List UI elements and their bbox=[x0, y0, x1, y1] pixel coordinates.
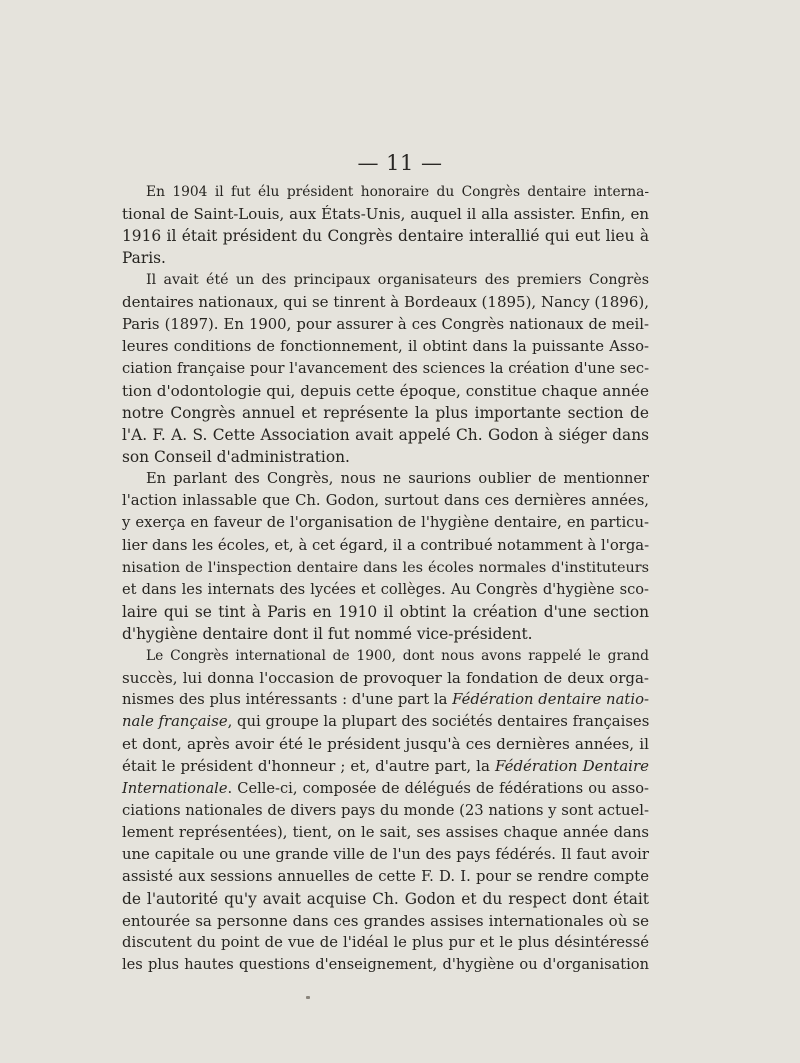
text-line: dentaires nationaux, qui se tinrent à Bordeaux (1895), Nancy (1896), bbox=[122, 293, 649, 312]
text-line: Paris (1897). En 1900, pour assurer à ces Congrès nationaux de meil- bbox=[122, 315, 649, 333]
text-line bbox=[122, 689, 649, 711]
text-line: succès, lui donna l'occasion de provoquer la fondation de deux orga- bbox=[122, 669, 649, 688]
paper-speck bbox=[306, 996, 310, 999]
text-line: leures conditions de fonctionnement, il obtint dans la puissante Asso- bbox=[122, 337, 649, 355]
text-line bbox=[122, 755, 649, 777]
text-line bbox=[122, 778, 649, 800]
text-line: 1916 il était président du Congrès dentaire interallié qui eut lieu à bbox=[122, 227, 649, 246]
text-line: tional de Saint-Louis, aux États-Unis, auquel il alla assister. Enfin, en bbox=[122, 205, 649, 224]
text-line: de l'autorité qu'y avait acquise Ch. Godon et du respect dont était bbox=[122, 890, 649, 908]
text-line: laire qui se tint à Paris en 1910 il obtint la création d'une section bbox=[122, 602, 649, 621]
text-line: les plus hautes questions d'enseignement, d'hygiène ou d'organisation bbox=[122, 956, 649, 974]
paragraph-4 bbox=[122, 645, 649, 976]
text-segment: . Celle-ci, composée de délégués de fédérations ou asso- bbox=[227, 779, 649, 797]
text-line: En 1904 il fut élu président honoraire du Congrès dentaire interna- bbox=[146, 184, 649, 200]
italic-title: nale française bbox=[122, 713, 228, 731]
text-line: l'action inlassable que Ch. Godon, surtout dans ces dernières années, bbox=[122, 492, 649, 510]
text-line bbox=[122, 711, 649, 733]
text-line: tion d'odontologie qui, depuis cette époque, constitue chaque année bbox=[122, 381, 649, 400]
text-line: son Conseil d'administration. bbox=[122, 448, 350, 467]
text-line: ciations nationales de divers pays du monde (23 nations y sont actuel- bbox=[122, 801, 649, 819]
italic-title: Fédération Dentaire bbox=[494, 757, 649, 776]
text-line: Le Congrès international de 1900, dont nous avons rappelé le grand bbox=[146, 647, 649, 664]
text-line: et dont, après avoir été le président jusqu'à ces dernières années, il bbox=[122, 735, 649, 754]
body-text bbox=[122, 181, 649, 976]
paragraph-1 bbox=[122, 181, 649, 269]
text-line: En parlant des Congrès, nous ne saurions oublier de mentionner bbox=[146, 470, 649, 488]
text-line: Il avait été un des principaux organisateurs des premiers Congrès bbox=[146, 272, 649, 289]
text-line: entourée sa personne dans ces grandes assises internationales où se bbox=[122, 912, 649, 931]
text-line: ciation française pour l'avancement des sciences la création d'une sec- bbox=[122, 359, 649, 377]
text-line: une capitale ou une grande ville de l'un des pays fédérés. Il faut avoir bbox=[122, 845, 649, 863]
text-segment: était le président d'honneur ; et, d'autre part, la bbox=[122, 757, 495, 776]
text-line: lement représentées), tient, on le sait, ses assises chaque année dans bbox=[122, 823, 649, 841]
italic-title: Internationale bbox=[122, 779, 228, 797]
text-line: lier dans les écoles, et, à cet égard, il a contribué notamment à l'orga- bbox=[122, 536, 650, 554]
page-number: — 11 — bbox=[357, 151, 443, 175]
text-line: notre Congrès annuel et représente la plus importante section de bbox=[122, 403, 649, 422]
text-line: et dans les internats des lycées et collèges. Au Congrès d'hygiène sco- bbox=[122, 580, 649, 598]
text-line: discutent du point de vue de l'idéal le plus pur et le plus désintéressé bbox=[122, 934, 649, 952]
paragraph-2 bbox=[122, 269, 649, 468]
paragraph-3 bbox=[122, 468, 649, 645]
text-line: nisation de l'inspection dentaire dans les écoles normales d'instituteurs bbox=[122, 559, 649, 576]
text-line: l'A. F. A. S. Cette Association avait appelé Ch. Godon à siéger dans bbox=[122, 426, 649, 445]
text-segment: , qui groupe la plupart des sociétés dentaires françaises bbox=[227, 713, 650, 731]
text-line: Paris. bbox=[122, 249, 166, 268]
text-line: y exerça en faveur de l'organisation de l'hygiène dentaire, en particu- bbox=[122, 514, 649, 532]
text-segment: nismes des plus intéressants : d'une part la bbox=[122, 691, 453, 709]
text-line: d'hygiène dentaire dont il fut nommé vice-président. bbox=[122, 624, 533, 643]
italic-title: Fédération dentaire natio- bbox=[452, 691, 649, 709]
text-line: assisté aux sessions annuelles de cette F. D. I. pour se rendre compte bbox=[122, 867, 649, 885]
